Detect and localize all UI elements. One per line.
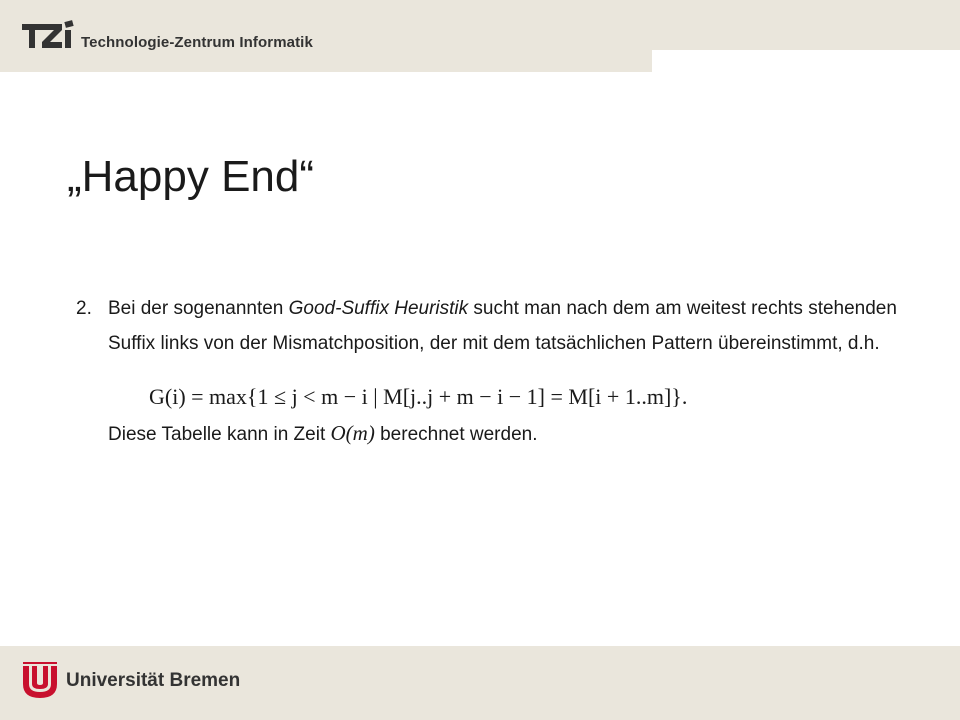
- complexity-line: [76, 416, 926, 452]
- tzi-logo: [22, 16, 74, 56]
- formula: G(i) = max{1 ≤ j < m − i | M[j..j + m − i − 1] = M[i + 1..m]}.: [149, 384, 688, 409]
- slide-title: „Happy End“: [67, 152, 315, 201]
- item-text-pre: Bei der sogenannten: [108, 298, 289, 319]
- university-seal-icon: [19, 660, 61, 702]
- item-number: 2.: [76, 298, 92, 319]
- university-name: Universität Bremen: [66, 670, 241, 691]
- complexity-post: berechnet werden.: [374, 424, 538, 445]
- item-text: [108, 291, 926, 361]
- slide-content: [76, 291, 926, 452]
- complexity-pre: Diese Tabelle kann in Zeit: [108, 424, 331, 445]
- institute-name: Technologie-Zentrum Informatik: [81, 34, 313, 51]
- item-text-emphasis: Good-Suffix Heuristik: [288, 298, 469, 319]
- university-logo: [19, 660, 61, 707]
- complexity-math: O(m): [330, 421, 375, 445]
- list-item: [76, 291, 926, 361]
- tzi-logo-mark: [22, 16, 74, 56]
- header-notch: [652, 50, 960, 72]
- item-text-post: sucht man nach dem am weitest rechts stehenden Suffix links von der Mismatchposition, der mit dem tatsächlichen Pattern übereinstimmt, d.h.: [108, 298, 897, 354]
